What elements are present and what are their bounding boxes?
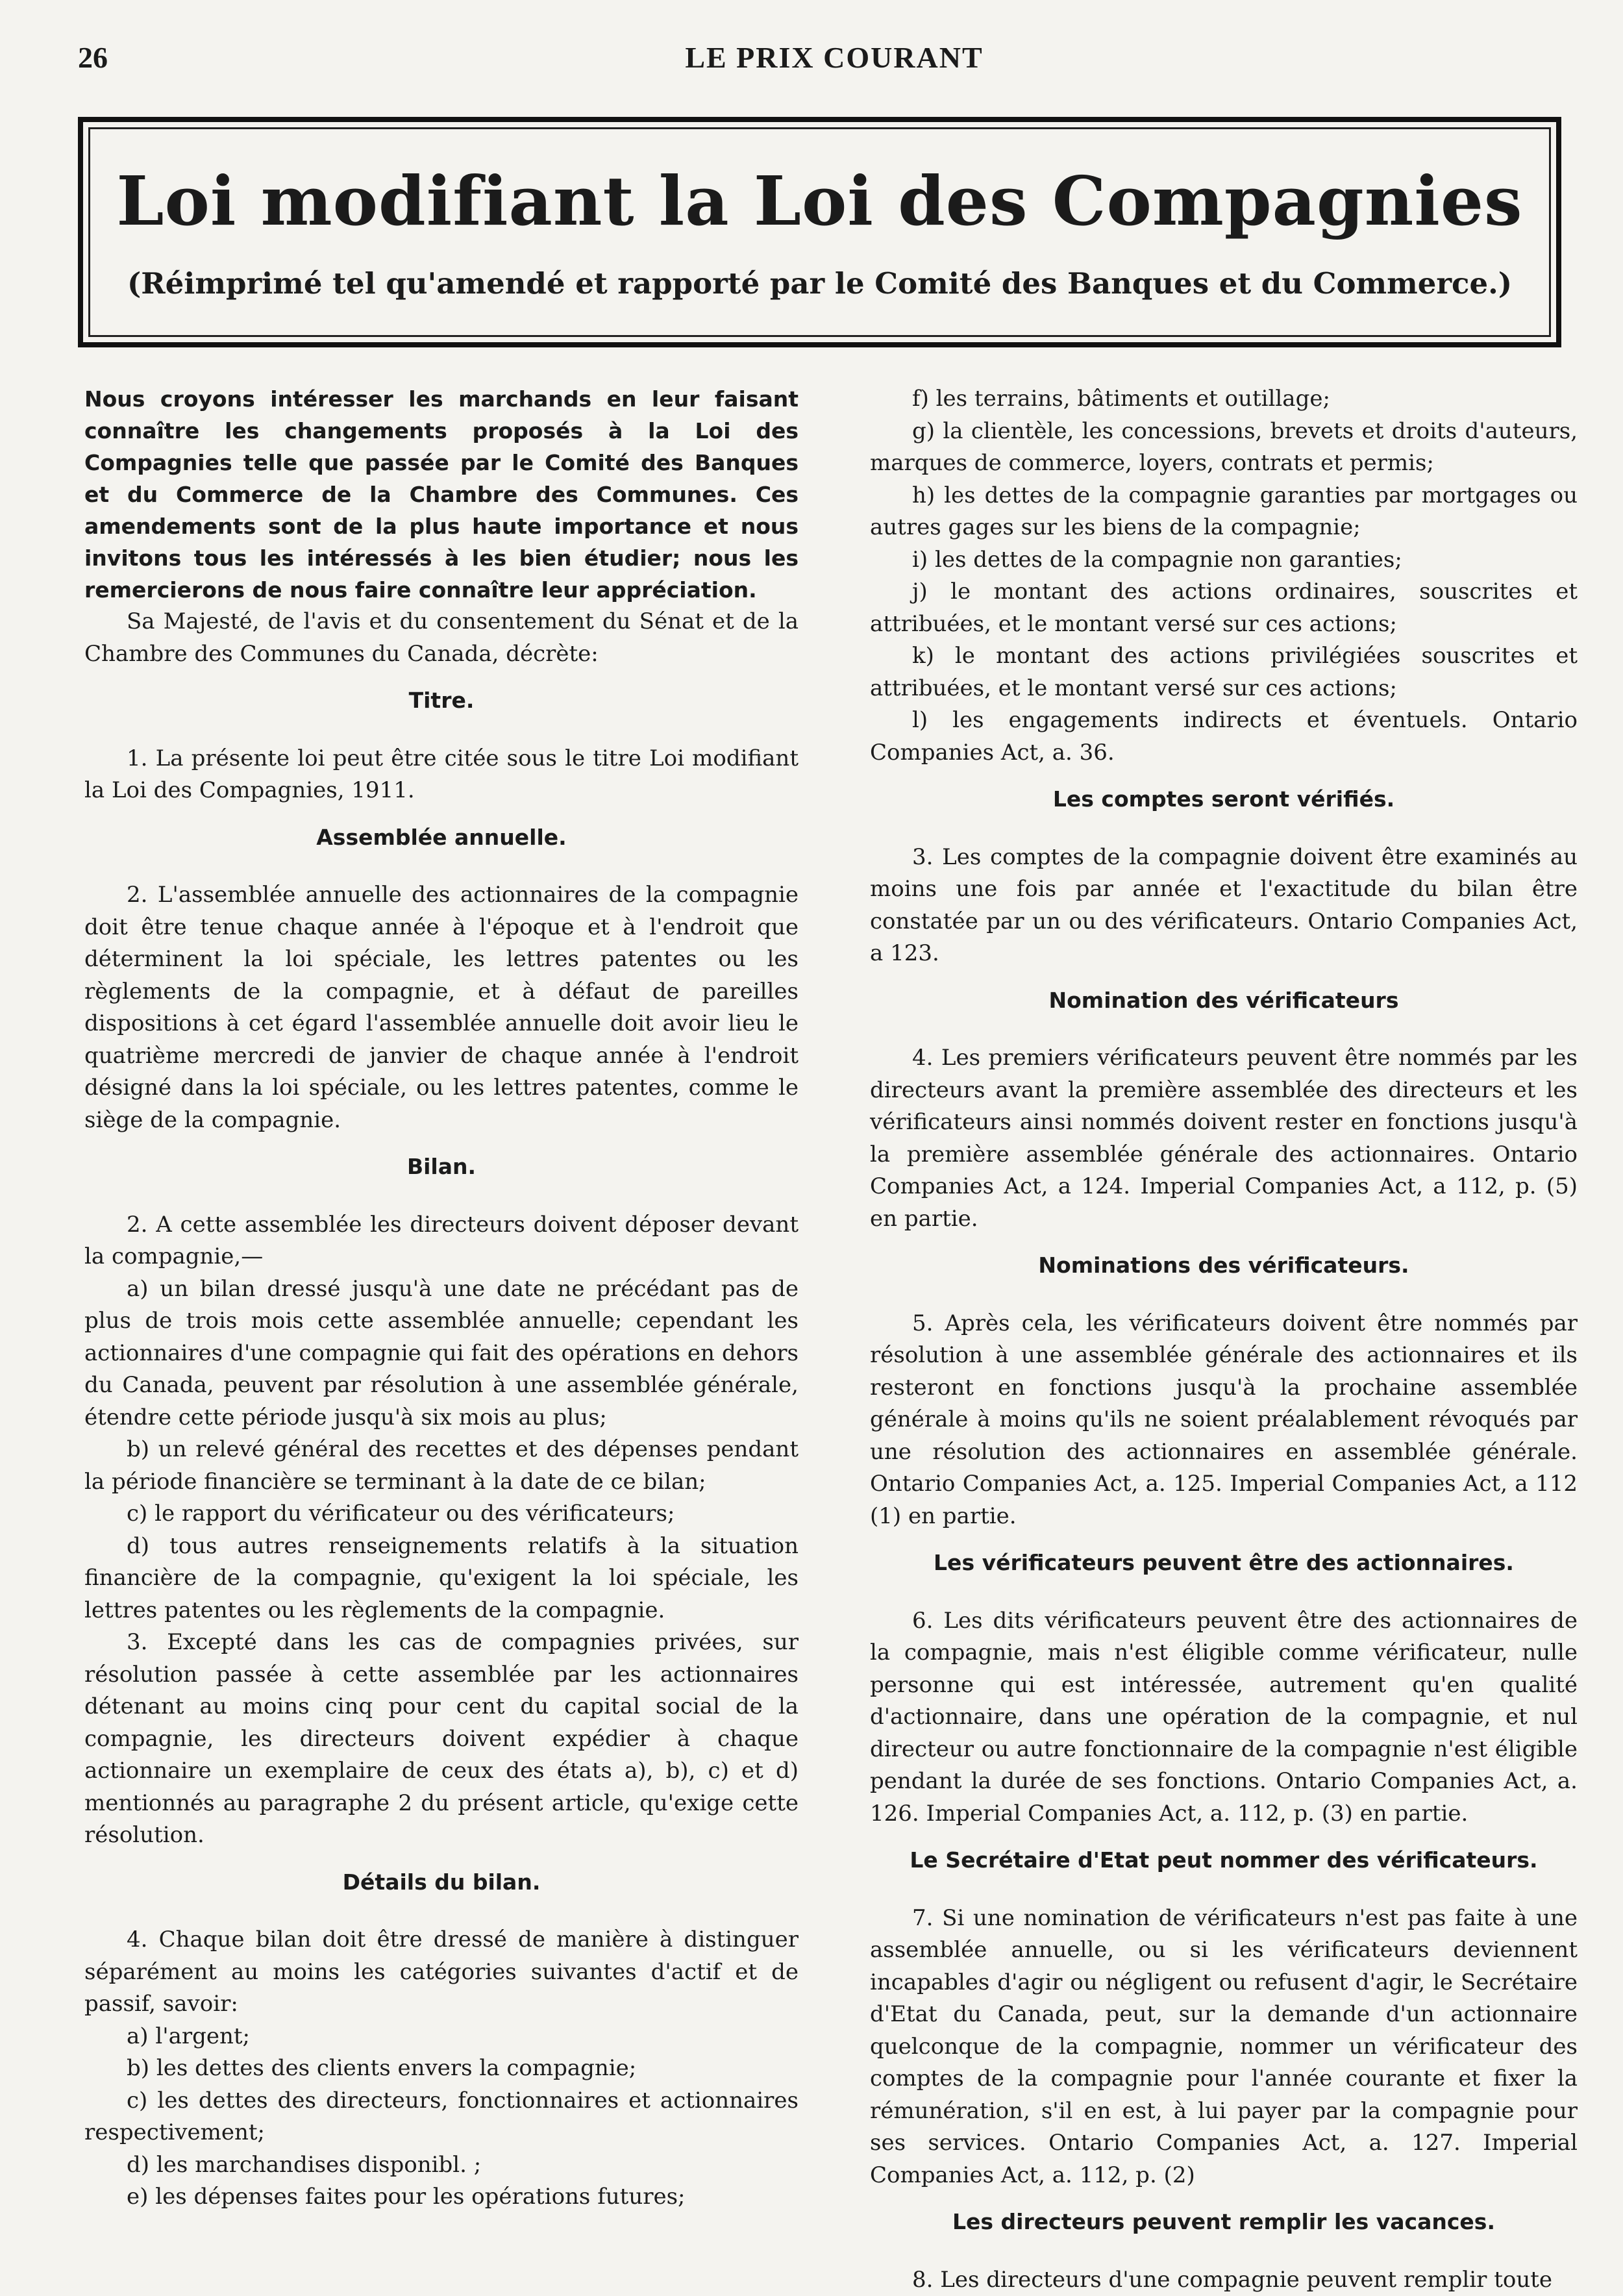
bilan-item-b: b) un relevé général des recettes et des dépenses pendant la période financière se terminant à la date de ce bilan; (84, 1434, 799, 1498)
details-item-c: c) les dettes des directeurs, fonctionnaires et actionnaires respectivement; (84, 2085, 799, 2149)
enactment-paragraph: Sa Majesté, de l'avis et du consentement du Sénat et de la Chambre des Communes du Canada, décrète: (84, 606, 799, 670)
title-box (78, 117, 1561, 347)
details-item-b: b) les dettes des clients envers la compagnie; (84, 2053, 799, 2085)
details-item-a: a) l'argent; (84, 2021, 799, 2053)
page-number: 26 (78, 40, 108, 75)
page-header (78, 40, 1591, 86)
details-item-g: g) la clientèle, les concessions, brevets et droits d'auteurs, marques de commerce, loyers, contrats et permis; (870, 416, 1578, 480)
article-3: 3. Les comptes de la compagnie doivent être examinés au moins une fois par année et l'exactitude du bilan être constatée par un ou des vérificateurs. Ontario Companies Act, a 123. (870, 842, 1578, 970)
section-heading-directeurs: Les directeurs peuvent remplir les vacances. (870, 2206, 1578, 2238)
running-title: LE PRIX COURANT (78, 40, 1591, 75)
details-item-j: j) le montant des actions ordinaires, souscrites et attribuées, et le montant versé sur ces actions; (870, 576, 1578, 640)
bilan-item-c: c) le rapport du vérificateur ou des vérificateurs; (84, 1498, 799, 1530)
section-heading-titre: Titre. (84, 684, 799, 717)
section-heading-assemblee: Assemblée annuelle. (84, 821, 799, 854)
article-1: 1. La présente loi peut être citée sous le titre Loi modifiant la Loi des Compagnies, 1911. (84, 743, 799, 807)
left-column (84, 383, 799, 2214)
article-7: 7. Si une nomination de vérificateurs n'est pas faite à une assemblée annuelle, ou si les vérificateurs deviennent incapables d'agir ou négligent ou refusent d'agir, le Secrétaire d'Etat du Canada, peut, sur la demande d'un actionnaire quelconque de la compagnie, nommer un vérificateur des comptes de la compagnie pour l'année courante et fixer la rémunération, s'il en est, à lui payer par la compagnie pour ses services. Ontario Companies Act, a. 127. Imperial Companies Act, a. 112, p. (2) (870, 1903, 1578, 2192)
section-heading-comptes: Les comptes seront vérifiés. (870, 783, 1578, 816)
article-8: 8. Les directeurs d'une compagnie peuvent remplir toute (870, 2264, 1578, 2296)
article-title: Loi modifiant la Loi des Compagnies (83, 161, 1556, 241)
right-column (870, 383, 1578, 2296)
article-bilan-3: 3. Excepté dans les cas de compagnies privées, sur résolution passée à cette assemblée par les actionnaires détenant au moins cinq pour cent du capital social de la compagnie, les directeurs doivent expédier à chaque actionnaire un exemplaire de ceux des états a), b), c) et d) mentionnés au paragraphe 2 du présent article, qu'exige cette résolution. (84, 1627, 799, 1852)
article-subtitle: (Réimprimé tel qu'amendé et rapporté par le Comité des Banques et du Commerce.) (83, 266, 1556, 301)
section-heading-nomination: Nomination des vérificateurs (870, 984, 1578, 1017)
article-6: 6. Les dits vérificateurs peuvent être des actionnaires de la compagnie, mais n'est éligible comme vérificateur, nulle personne qui est intéressée, autrement qu'en qualité d'actionnaire, dans une opération de la compagnie, et nul directeur ou autre fonctionnaire de la compagnie n'est éligible pendant la durée de ses fonctions. Ontario Companies Act, a. 126. Imperial Companies Act, a. 112, p. (3) en partie. (870, 1605, 1578, 1830)
article-4: 4. Les premiers vérificateurs peuvent être nommés par les directeurs avant la première assemblée des directeurs et les vérificateurs ainsi nommés doivent rester en fonctions jusqu'à la première assemblée générale des actionnaires. Ontario Companies Act, a 124. Imperial Companies Act, a 112, p. (5) en partie. (870, 1042, 1578, 1235)
details-item-e: e) les dépenses faites pour les opérations futures; (84, 2181, 799, 2214)
bilan-item-a: a) un bilan dressé jusqu'à une date ne précédant pas de plus de trois mois cette assemblée annuelle; cependant les actionnaires d'une compagnie qui fait des opérations en dehors du Canada, peuvent par résolution à une assemblée générale, étendre cette période jusqu'à six mois au plus; (84, 1273, 799, 1434)
section-heading-secretaire: Le Secrétaire d'Etat peut nommer des vérificateurs. (870, 1844, 1578, 1877)
details-item-d: d) les marchandises disponibl. ; (84, 2149, 799, 2182)
article-5: 5. Après cela, les vérificateurs doivent être nommés par résolution à une assemblée générale des actionnaires et ils resteront en fonctions jusqu'à la prochaine assemblée générale à moins qu'ils ne soient préalablement révoqués par une résolution des actionnaires en assemblée générale. Ontario Companies Act, a. 125. Imperial Companies Act, a 112 (1) en partie. (870, 1308, 1578, 1533)
details-item-h: h) les dettes de la compagnie garanties par mortgages ou autres gages sur les biens de la compagnie; (870, 480, 1578, 544)
bilan-item-d: d) tous autres renseignements relatifs à la situation financière de la compagnie, qu'exigent la loi spéciale, les lettres patentes ou les règlements de la compagnie. (84, 1530, 799, 1627)
section-heading-bilan: Bilan. (84, 1151, 799, 1183)
article-details-4: 4. Chaque bilan doit être dressé de manière à distinguer séparément au moins les catégories suivantes d'actif et de passif, savoir: (84, 1924, 799, 2021)
details-item-k: k) le montant des actions privilégiées souscrites et attribuées, et le montant versé sur ces actions; (870, 640, 1578, 705)
intro-paragraph: Nous croyons intéresser les marchands en leur faisant connaître les changements proposés à la Loi des Compagnies telle que passée par le Comité des Banques et du Commerce de la Chambre des Communes. Ces amendements sont de la plus haute importance et nous invitons tous les intéressés à les bien étudier; nous les remercierons de nous faire connaître leur appréciation. (84, 383, 799, 606)
section-heading-details: Détails du bilan. (84, 1866, 799, 1899)
details-item-i: i) les dettes de la compagnie non garanties; (870, 544, 1578, 577)
article-2: 2. L'assemblée annuelle des actionnaires de la compagnie doit être tenue chaque année à l'époque et à l'endroit que déterminent la loi spéciale, les lettres patentes ou les règlements de la compagnie, et à défaut de pareilles dispositions à cet égard l'assemblée annuelle doit avoir lieu le quatrième mercredi de janvier de chaque année à l'endroit désigné dans la loi spéciale, ou les lettres patentes, comme le siège de la compagnie. (84, 879, 799, 1136)
section-heading-nominations: Nominations des vérificateurs. (870, 1249, 1578, 1282)
details-item-l: l) les engagements indirects et éventuels. Ontario Companies Act, a. 36. (870, 705, 1578, 769)
article-bilan-2: 2. A cette assemblée les directeurs doivent déposer devant la compagnie,— (84, 1209, 799, 1273)
details-item-f: f) les terrains, bâtiments et outillage; (870, 383, 1578, 416)
section-heading-actionnaires: Les vérificateurs peuvent être des actionnaires. (870, 1547, 1578, 1579)
